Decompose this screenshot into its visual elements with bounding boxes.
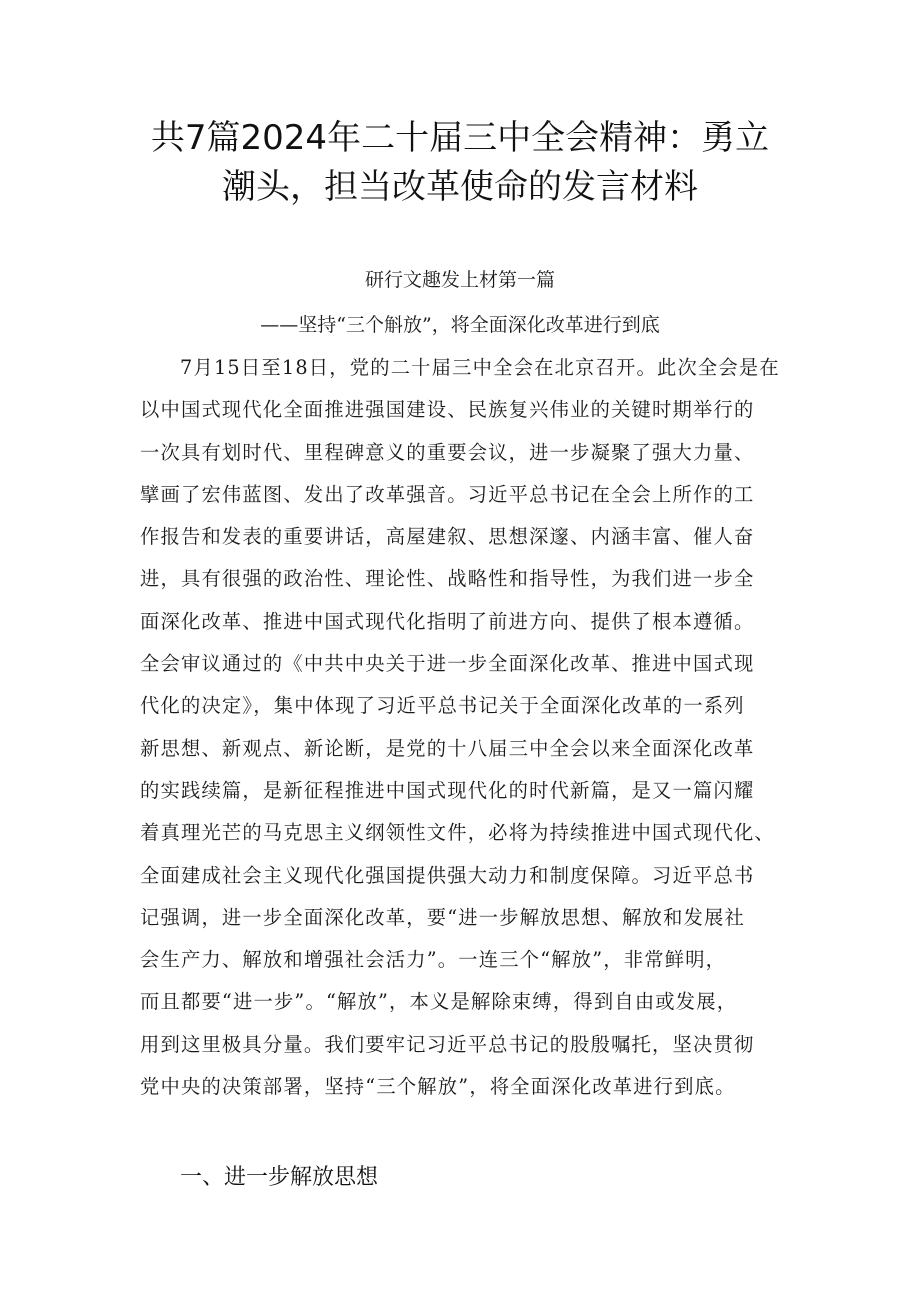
paragraph-line: 一次具有划时代、里程碑意义的重要会议，进一步凝聚了强大力量、 (140, 440, 755, 464)
document-subheading: ——坚持“三个斛放”，将全面深化改革进行到底 (260, 314, 660, 336)
section-heading: 一、进一步解放思想 (180, 1165, 379, 1190)
document-subtitle: 研行文趣发上材第一篇 (364, 269, 555, 291)
paragraph-line: 擘画了宏伟蓝图、发出了改革强音。习近平总书记在全会上所作的工 (140, 482, 755, 506)
paragraph-line: 代化的决定》，集中体现了习近平总书记关于全面深化改革的一系列 (140, 694, 745, 718)
paragraph-line: 会生产力、解放和增强社会活力”。一连三个“解放”，非常鲜明， (140, 948, 727, 972)
paragraph-line: 7月15日至18日，党的二十届三中全会在北京召开。此次全会是在 (180, 356, 780, 379)
paragraph-line: 新思想、新观点、新论断，是党的十八届三中全会以来全面深化改革 (140, 736, 755, 760)
paragraph-line: 作报告和发表的重要讲话，高屋建叙、思想深邃、内涵丰富、催人奋 (140, 525, 755, 549)
paragraph-line: 全面建成社会主义现代化强国提供强大动力和制度保障。习近平总书 (140, 863, 755, 887)
paragraph-line: 党中央的决策部署，坚持“三个解放”，将全面深化改革进行到底。 (140, 1075, 736, 1099)
paragraph-line: 进，具有很强的政治性、理论性、战略性和指导性，为我们进一步全 (140, 567, 755, 591)
document-title-line-1: 共7篇2024年二十届三中全会精神：勇立 (150, 118, 770, 158)
paragraph-line: 记强调，进一步全面深化改革，要“进一步解放思想、解放和发展社 (140, 905, 746, 929)
body-paragraph (140, 347, 780, 1108)
paragraph-line: 面深化改革、推进中国式现代化指明了前进方向、提供了根本遵循。 (140, 609, 755, 633)
document-title-line-2: 潮头，担当改革使命的发言材料 (222, 167, 698, 207)
paragraph-line: 用到这里极具分量。我们要牢记习近平总书记的股殷嘱托，坚决贯彻 (140, 1032, 755, 1056)
paragraph-line: 以中国式现代化全面推进强国建设、民族复兴伟业的关键时期举行的 (140, 398, 755, 422)
paragraph-line: 全会审议通过的《中共中央关于进一步全面深化改革、推进中国式现 (140, 652, 755, 676)
paragraph-line: 着真理光芒的马克思主义纲领性文件，必将为持续推进中国式现代化、 (140, 821, 775, 845)
paragraph-line: 而且都要“进一步”。“解放”，本义是解除束缚，得到自由或发展， (140, 990, 738, 1014)
paragraph-line: 的实践续篇，是新征程推进中国式现代化的时代新篇，是又一篇闪耀 (140, 778, 755, 802)
